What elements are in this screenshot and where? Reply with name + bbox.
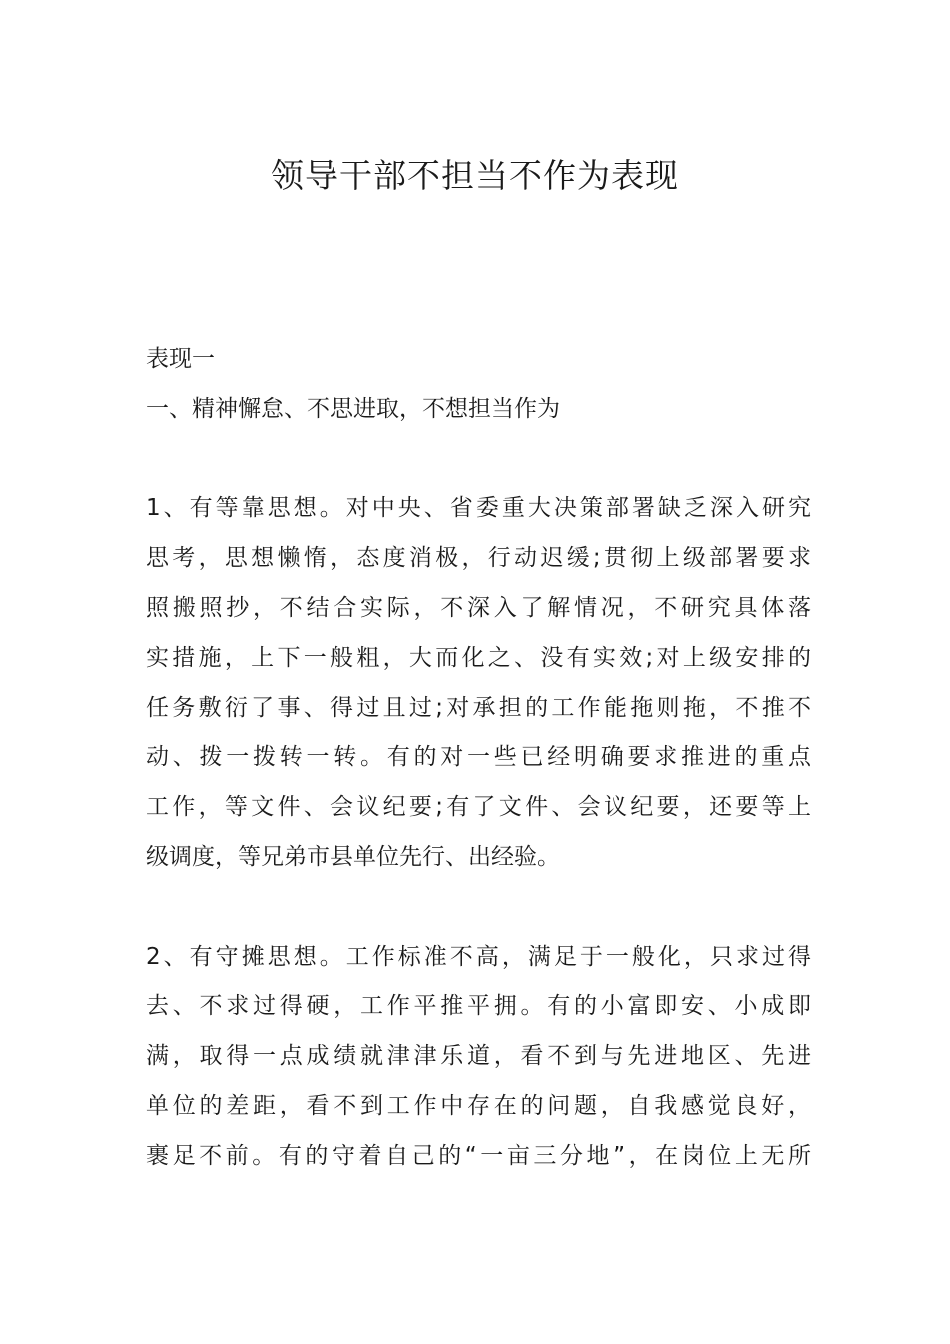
paragraph-line: 满，取得一点成绩就津津乐道，看不到与先进地区、先进 xyxy=(146,1043,811,1070)
paragraph-1 xyxy=(146,484,811,882)
paragraph-line: 实措施，上下一般粗，大而化之、没有实效;对上级安排的 xyxy=(146,644,811,671)
section-label: 表现一 xyxy=(146,346,215,372)
paragraph-line: 2、有守摊思想。工作标准不高，满足于一般化，只求过得 xyxy=(146,943,811,970)
paragraph-line: 任务敷衍了事、得过且过;对承担的工作能拖则拖，不推不 xyxy=(146,694,811,721)
paragraph-line: 去、不求过得硬，工作平推平拥。有的小富即安、小成即 xyxy=(146,993,811,1020)
paragraph-gap xyxy=(146,883,811,933)
document-title: 领导干部不担当不作为表现 xyxy=(271,156,679,195)
paragraph-line: 1、有等靠思想。对中央、省委重大决策部署缺乏深入研究 xyxy=(146,495,811,522)
paragraph-2 xyxy=(146,933,811,1182)
paragraph-line: 级调度，等兄弟市县单位先行、出经验。 xyxy=(146,843,560,870)
document-body xyxy=(146,335,811,1182)
paragraph-line: 单位的差距，看不到工作中存在的问题，自我感觉良好， xyxy=(146,1092,811,1119)
paragraph-line: 动、拨一拨转一转。有的对一些已经明确要求推进的重点 xyxy=(146,744,811,771)
paragraph-gap xyxy=(146,435,811,485)
section-heading: 一、精神懈怠、不思进取，不想担当作为 xyxy=(146,395,560,422)
paragraph-line: 工作，等文件、会议纪要;有了文件、会议纪要，还要等上 xyxy=(146,794,811,821)
paragraph-line: 照搬照抄，不结合实际，不深入了解情况，不研究具体落 xyxy=(146,594,811,621)
paragraph-line: 裹足不前。有的守着自己的“一亩三分地”，在岗位上无所 xyxy=(146,1142,811,1169)
paragraph-line: 思考，思想懒惰，态度消极，行动迟缓;贯彻上级部署要求 xyxy=(146,545,811,572)
